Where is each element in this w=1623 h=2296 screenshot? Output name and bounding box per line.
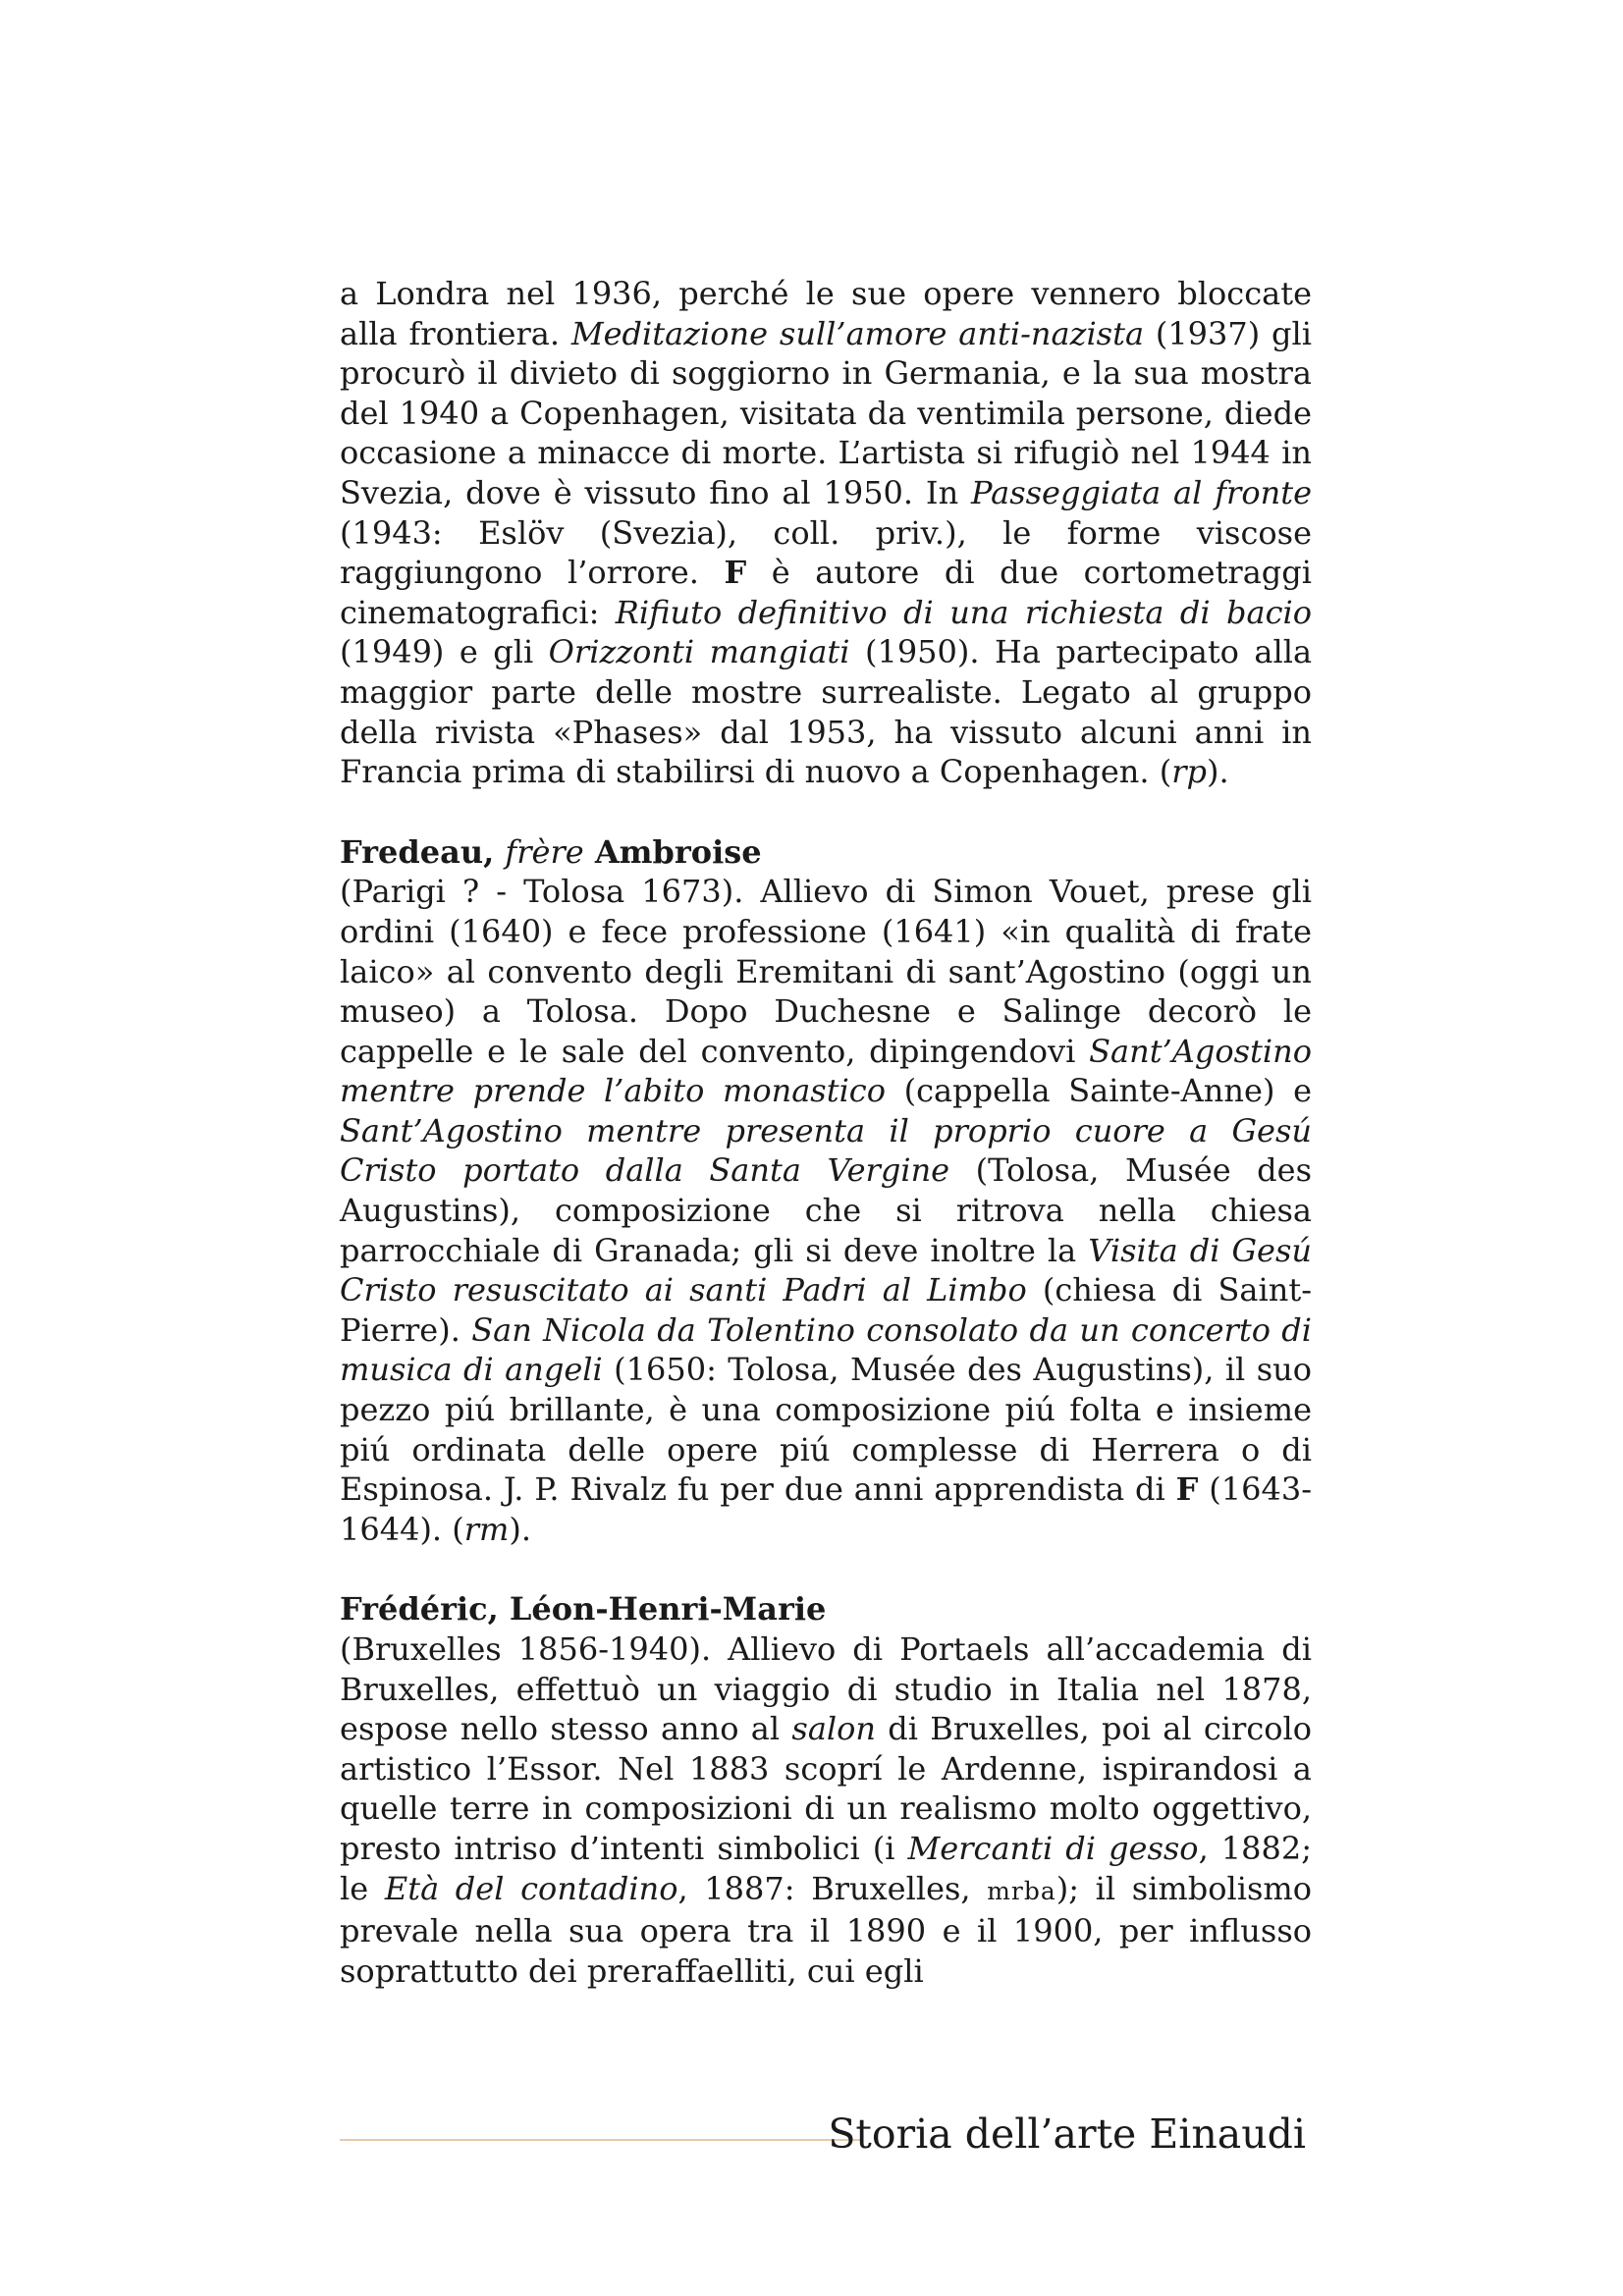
- text-run: (chiesa di Saint-Pierre).: [340, 1271, 1313, 1349]
- entry-surname: Frédéric,: [340, 1590, 499, 1629]
- page-body: [340, 274, 1312, 1991]
- author-initials: rp: [1171, 753, 1208, 791]
- text-run: , 1887: Bruxelles,: [677, 1869, 988, 1907]
- footer-book-title: Storia dell’arte Einaudi: [828, 2110, 1306, 2158]
- text-run: (1949) e gli: [340, 633, 549, 671]
- artwork-title: Orizzonti mangiati: [548, 633, 850, 671]
- italic-term: salon: [791, 1710, 876, 1748]
- entry-abbreviation: F: [724, 554, 747, 592]
- artwork-title: Visita di Gesú Cristo resuscitato ai santi Padri al Limbo: [340, 1231, 1313, 1309]
- entry-heading-frederic: [340, 1589, 1312, 1629]
- text-run: di Bruxelles, poi al circolo artistico l’Essor. Nel 1883 scoprí le Ardenne, ispirandosi a quelle terre in composizioni di un realismo molto oggettivo, presto intriso d’intenti simbolici (i: [340, 1710, 1313, 1867]
- artwork-title: Mercanti di gesso: [907, 1829, 1199, 1867]
- footer-rule: [340, 2139, 862, 2141]
- artwork-title: San Nicola da Tolentino consolato da un concerto di musica di angeli: [340, 1310, 1313, 1389]
- entry-text-fredeau: [340, 872, 1312, 1549]
- author-initials: rm: [463, 1510, 510, 1548]
- text-run: (Tolosa, Musée des Augustins), composizione che si ritrova nella chiesa parrocchiale di Granada; gli si deve inoltre la: [340, 1151, 1313, 1269]
- entry-given-name: Léon-Henri-Marie: [509, 1590, 827, 1629]
- entry-text-frederic: [340, 1629, 1312, 1991]
- text-run: (Bruxelles 1856-1940). Allievo di Portaels all’accademia di Bruxelles, effettuò un viaggio di studio in Italia nel 1878, espose nello stesso anno al: [340, 1630, 1312, 1748]
- text-run: a Londra nel 1936, perché le sue opere vennero bloccate alla frontiera.: [340, 275, 1312, 352]
- artwork-title: Rifiuto definitivo di una richiesta di bacio: [615, 593, 1312, 631]
- text-run: (1937) gli procurò il divieto di soggiorno in Germania, e la sua mostra del 1940 a Copenhagen, visitata da ventimila persone, diede occasione a minacce di morte. L’artista si rifugiò nel 1944 in Svezia, dove è vissuto fino al 1950. In: [340, 314, 1312, 511]
- entry-given-name: Ambroise: [594, 832, 762, 871]
- text-run: è autore di due cortometraggi cinematografici:: [340, 554, 1313, 631]
- text-run: (1943: Eslöv (Svezia), coll. priv.), le forme viscose raggiungono l’orrore.: [340, 513, 1312, 592]
- text-run: , 1882; le: [340, 1829, 1312, 1907]
- artwork-title: Passeggiata al fronte: [971, 473, 1312, 511]
- entry-surname: Fredeau,: [340, 832, 495, 871]
- text-run: (1950). Ha partecipato alla maggior parte delle mostre surrealiste. Legato al gruppo della rivista «Phases» dal 1953, ha vissuto alcuni anni in Francia prima di stabilirsi di nuovo a Copenhagen. (: [340, 633, 1313, 791]
- entry-continuation-text: [340, 274, 1312, 792]
- text-run: ).: [1207, 753, 1229, 791]
- text-run: (Parigi ? - Tolosa 1673). Allievo di Simon Vouet, prese gli ordini (1640) e fece professione (1641) «in qualità di frate laico» al convento degli Eremitani di sant’Agostino (oggi un museo) a Tolosa. Dopo Duchesne e Salinge decorò le cappelle e le sale del convento, dipingendovi: [340, 873, 1312, 1070]
- text-run: ).: [509, 1510, 532, 1548]
- artwork-title: Età del contadino: [384, 1869, 678, 1907]
- text-run: (cappella Sainte-Anne) e: [886, 1072, 1313, 1110]
- entry-title: frère: [505, 832, 584, 871]
- text-run: (1650: Tolosa, Musée des Augustins), il suo pezzo piú brillante, è una composizione piú folta e insieme piú ordinata delle opere piú complesse di Herrera o di Espinosa. J. P. Rivalz fu per due anni apprendista di: [340, 1351, 1312, 1509]
- artwork-title: Sant’Agostino mentre prende l’abito monastico: [340, 1032, 1312, 1110]
- artwork-title: Meditazione sull’amore anti-nazista: [570, 314, 1145, 352]
- text-run: (1643-1644). (: [340, 1470, 1313, 1548]
- text-run: ); il simbolismo prevale nella sua opera tra il 1890 e il 1900, per influsso soprattutto dei preraffaelliti, cui egli: [340, 1869, 1313, 1990]
- museum-abbreviation: mrba: [987, 1876, 1056, 1905]
- artwork-title: Sant’Agostino mentre presenta il proprio cuore a Gesú Cristo portato dalla Santa Vergine: [340, 1111, 1312, 1190]
- entry-abbreviation: F: [1175, 1470, 1199, 1509]
- entry-heading-fredeau: [340, 832, 1312, 873]
